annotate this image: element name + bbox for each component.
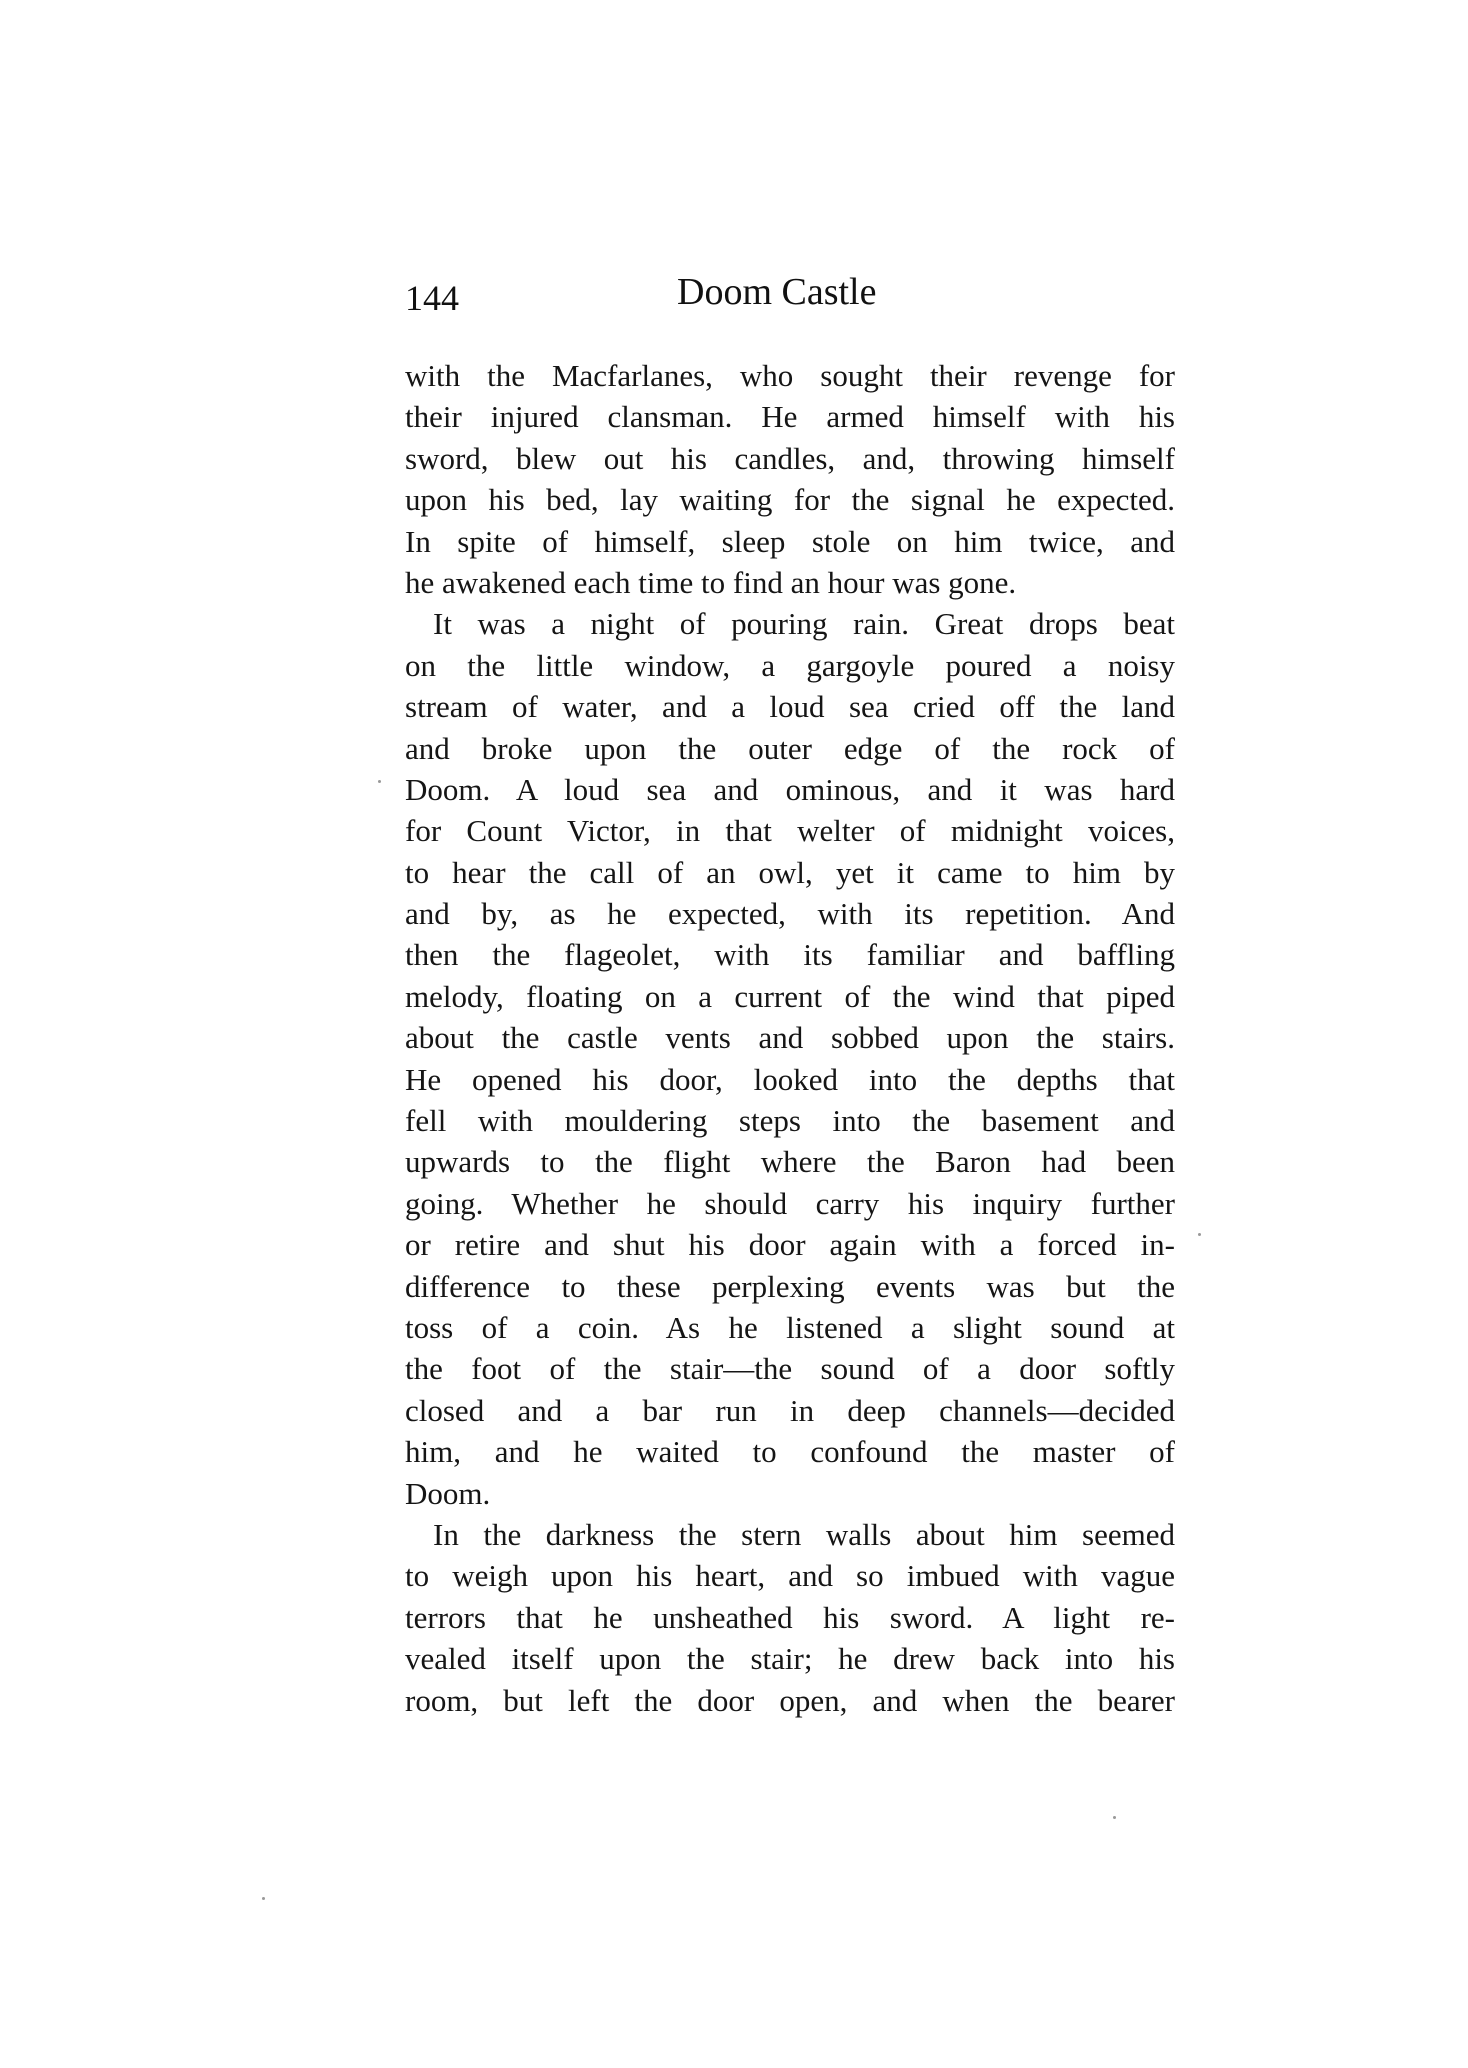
text-line: the foot of the stair—the sound of a door softly [405, 1351, 1175, 1387]
scan-speck [1198, 1233, 1201, 1236]
text-line: stream of water, and a loud sea cried off the land [405, 689, 1175, 725]
text-line: for Count Victor, in that welter of midnight voices, [405, 813, 1175, 849]
text-line: Doom. A loud sea and ominous, and it was hard [405, 771, 1175, 807]
text-line: vealed itself upon the stair; he drew back into his [405, 1641, 1175, 1677]
text-line: upwards to the flight where the Baron had been [405, 1144, 1175, 1180]
text-line: room, but left the door open, and when the bearer [405, 1682, 1175, 1718]
text-line: to weigh upon his heart, and so imbued with vague [405, 1558, 1175, 1594]
text-line: and by, as he expected, with its repetition. And [405, 896, 1175, 932]
text-line: sword, blew out his candles, and, throwing himself [405, 440, 1175, 476]
text-line: him, and he waited to confound the master of [405, 1434, 1175, 1470]
page-header [405, 272, 1175, 322]
running-title: Doom Castle [677, 271, 877, 313]
text-line: difference to these perplexing events was but the [405, 1268, 1175, 1304]
text-line: he awakened each time to find an hour was gone. [405, 564, 1017, 600]
text-line: about the castle vents and sobbed upon the stairs. [405, 1020, 1175, 1056]
body-text [405, 355, 1175, 1721]
text-line: melody, floating on a current of the wind that piped [405, 978, 1175, 1014]
text-line: to hear the call of an owl, yet it came to him by [405, 854, 1175, 890]
text-line: then the flageolet, with its familiar and baffling [405, 937, 1175, 973]
text-line: upon his bed, lay waiting for the signal he expected. [405, 482, 1175, 518]
text-line: their injured clansman. He armed himself with his [405, 399, 1175, 435]
text-line: It was a night of pouring rain. Great drops beat [433, 606, 1175, 642]
text-line: with the Macfarlanes, who sought their revenge for [405, 358, 1175, 393]
text-line: terrors that he unsheathed his sword. A light re- [405, 1599, 1175, 1635]
text-line: closed and a bar run in deep channels—decided [405, 1392, 1175, 1428]
scan-speck [1113, 1816, 1116, 1819]
text-line: He opened his door, looked into the depths that [405, 1061, 1175, 1097]
text-line: Doom. [405, 1475, 491, 1511]
text-line: going. Whether he should carry his inquiry further [405, 1185, 1175, 1221]
text-line: In the darkness the stern walls about him seemed [433, 1516, 1175, 1552]
text-line: fell with mouldering steps into the basement and [405, 1103, 1175, 1139]
text-line: on the little window, a gargoyle poured a noisy [405, 647, 1175, 683]
text-line: and broke upon the outer edge of the rock of [405, 730, 1175, 766]
text-line: In spite of himself, sleep stole on him twice, and [405, 523, 1175, 559]
text-line: or retire and shut his door again with a forced in- [405, 1227, 1175, 1263]
scan-speck [262, 1897, 265, 1900]
page-number: 144 [405, 278, 459, 318]
scan-speck [378, 780, 381, 783]
text-line: toss of a coin. As he listened a slight sound at [405, 1309, 1175, 1345]
